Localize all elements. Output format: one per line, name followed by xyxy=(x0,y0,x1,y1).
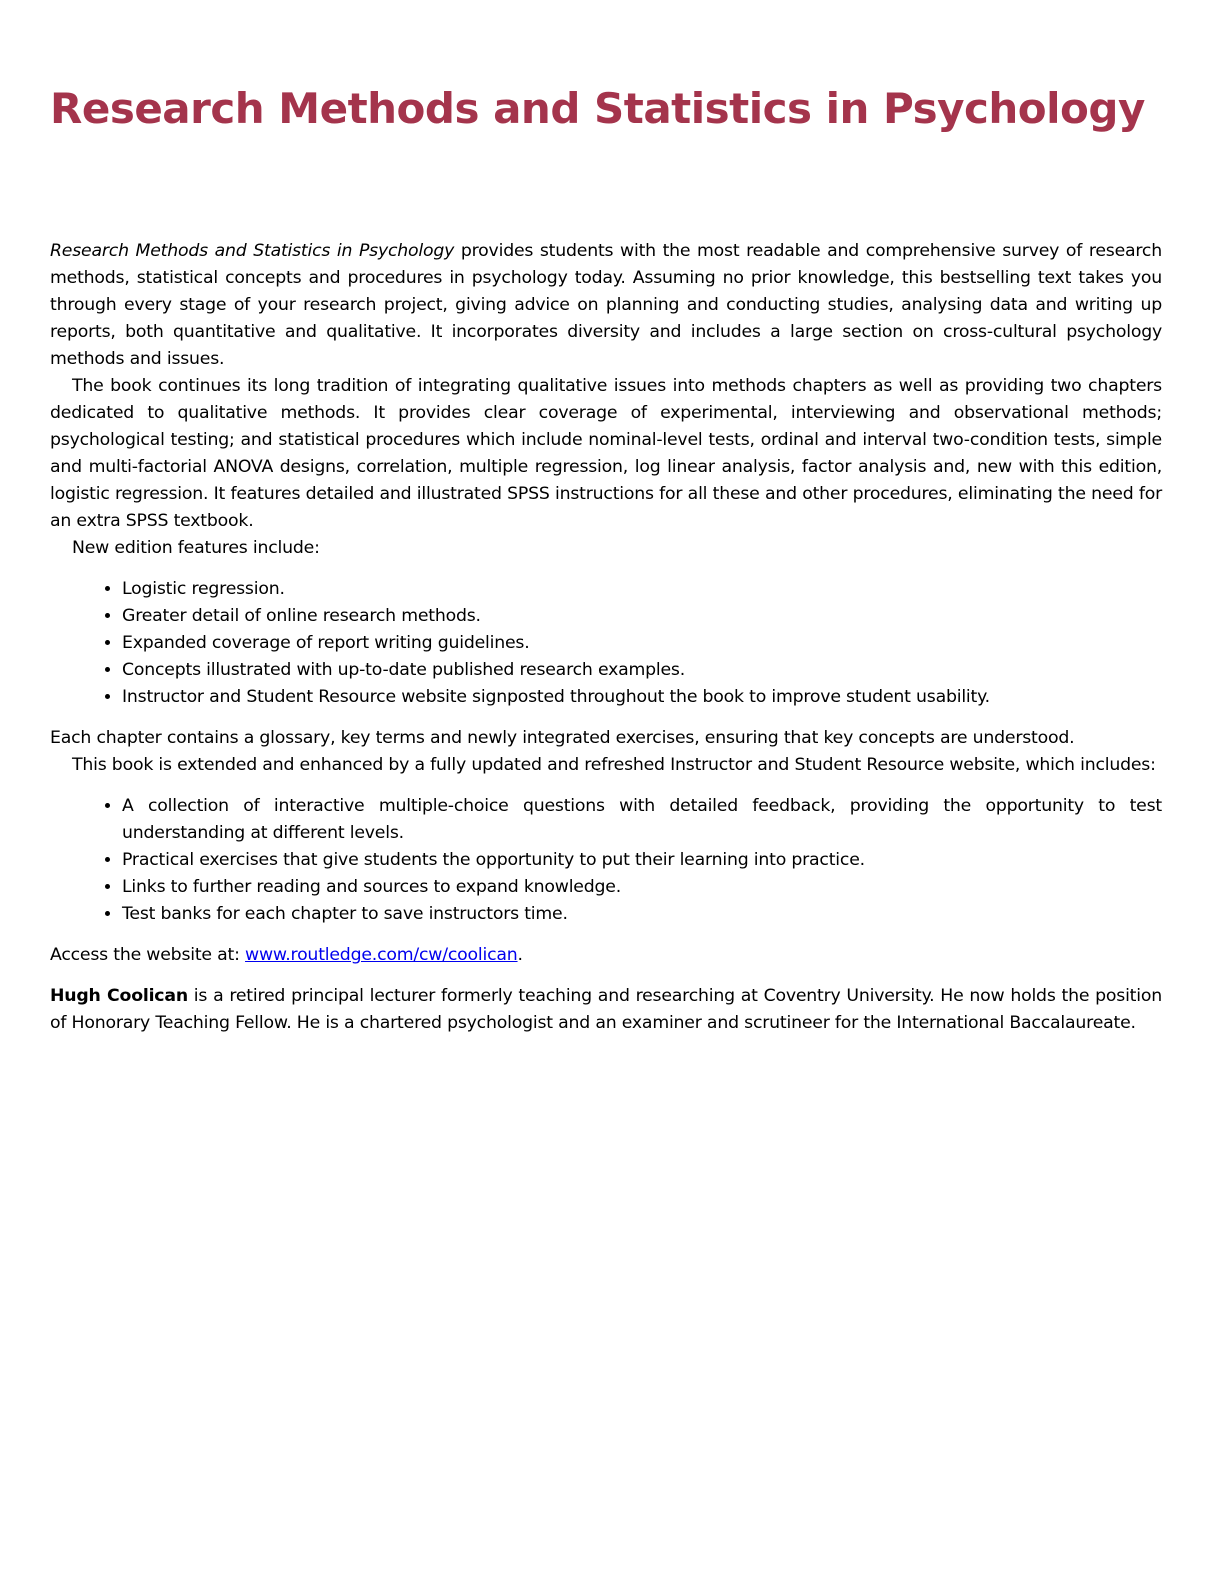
access-paragraph xyxy=(50,942,1162,969)
coverage-paragraph: The book continues its long tradition of integrating qualitative issues into methods chapters as well as providing two chapters dedicated to qualitative methods. It provides clear coverage of experimental, interviewing and observational methods; psychological testing; and statistical procedures which include nominal-level tests, ordinal and interval two-condition tests, simple and multi-factorial ANOVA designs, correlation, multiple regression, log linear analysis, factor analysis and, new with this edition, logistic regression. It features detailed and illustrated SPSS instructions for all these and other procedures, eliminating the need for an extra SPSS textbook. xyxy=(50,376,1162,531)
list-item: • Instructor and Student Resource website signposted throughout the book to improve student usability. xyxy=(122,684,1162,711)
page-title: Research Methods and Statistics in Psychology xyxy=(50,84,1145,133)
access-suffix: . xyxy=(517,945,523,965)
website-intro: This book is extended and enhanced by a fully updated and refreshed Instructor and Student Resource website, which includes: xyxy=(72,755,1156,775)
author-bio: is a retired principal lecturer formerly teaching and researching at Coventry University. He now holds the position of Honorary Teaching Fellow. He is a chartered psychologist and an examiner and scrutineer for the International Baccalaureate. xyxy=(50,986,1162,1033)
list-item: • Expanded coverage of report writing guidelines. xyxy=(122,630,1162,657)
access-label: Access the website at: xyxy=(50,945,246,965)
list-item: • Greater detail of online research methods. xyxy=(122,603,1162,630)
book-title-italic: Research Methods and Statistics in Psychology xyxy=(50,241,455,261)
website-list xyxy=(50,793,1162,928)
document-body xyxy=(50,238,1162,1037)
intro-paragraph xyxy=(50,238,1162,373)
list-item: • Concepts illustrated with up-to-date published research examples. xyxy=(122,657,1162,684)
list-item: • Test banks for each chapter to save instructors time. xyxy=(122,901,1162,928)
intro-text: provides students with the most readable and comprehensive survey of research methods, statistical concepts and procedures in psychology today. Assuming no prior knowledge, this bestselling text takes you through every stage of your research project, giving advice on planning and conducting studies, analysing data and writing up reports, both quantitative and qualitative. It incorporates diversity and includes a large section on cross-cultural psychology methods and issues. xyxy=(50,241,1162,369)
author-name: Hugh Coolican xyxy=(50,986,188,1006)
features-intro: New edition features include: xyxy=(72,538,320,558)
chapter-paragraph: Each chapter contains a glossary, key terms and newly integrated exercises, ensuring that key concepts are understood. xyxy=(50,728,1075,748)
list-item: • A collection of interactive multiple-choice questions with detailed feedback, providing the opportunity to test understanding at different levels. xyxy=(122,793,1162,847)
list-item: • Links to further reading and sources to expand knowledge. xyxy=(122,874,1162,901)
author-paragraph xyxy=(50,983,1162,1037)
list-item: • Logistic regression. xyxy=(122,576,1162,603)
website-link[interactable]: www.routledge.com/cw/coolican xyxy=(245,945,518,965)
list-item: • Practical exercises that give students the opportunity to put their learning into practice. xyxy=(122,847,1162,874)
features-list xyxy=(50,576,1162,711)
